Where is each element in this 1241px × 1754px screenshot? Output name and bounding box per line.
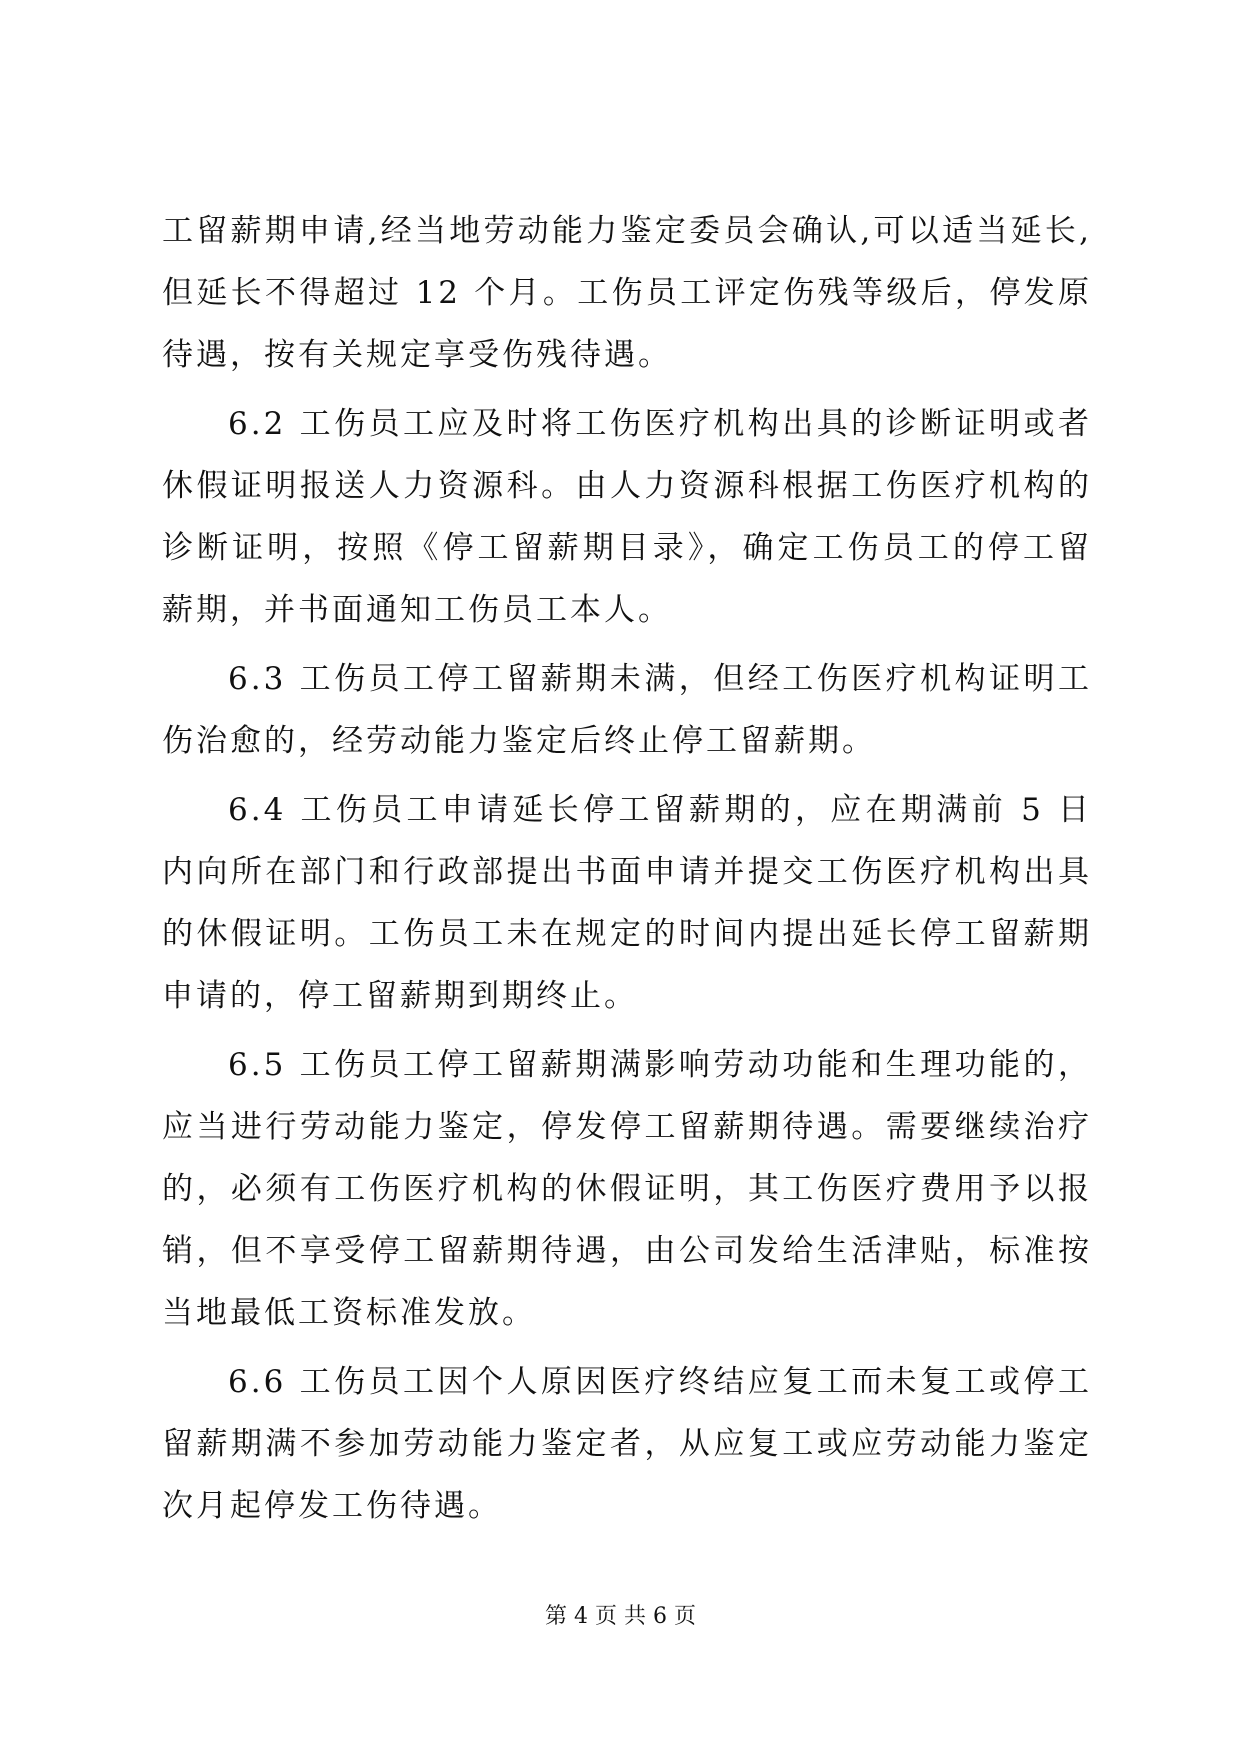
- paragraph-6-2: 6.2 工伤员工应及时将工伤医疗机构出具的诊断证明或者休假证明报送人力资源科。由人力资源科根据工伤医疗机构的诊断证明，按照《停工留薪期目录》，确定工伤员工的停工留薪期，并书面通知工伤员工本人。: [162, 406, 1092, 628]
- paragraph-continuation: 工留薪期申请,经当地劳动能力鉴定委员会确认,可以适当延长,但延长不得超过 12 个月。工伤员工评定伤残等级后，停发原待遇，按有关规定享受伤残待遇。: [162, 213, 1092, 373]
- paragraph-6-4: 6.4 工伤员工申请延长停工留薪期的，应在期满前 5 日内向所在部门和行政部提出书面申请并提交工伤医疗机构出具的休假证明。工伤员工未在规定的时间内提出延长停工留薪期申请的，停工留薪期到期终止。: [162, 792, 1092, 1014]
- page-number-footer: 第 4 页 共 6 页: [545, 1604, 696, 1629]
- document-body: [162, 200, 1092, 1544]
- paragraph-6-3: 6.3 工伤员工停工留薪期未满，但经工伤医疗机构证明工伤治愈的，经劳动能力鉴定后终止停工留薪期。: [162, 661, 1092, 759]
- paragraph-6-6: 6.6 工伤员工因个人原因医疗终结应复工而未复工或停工留薪期满不参加劳动能力鉴定者，从应复工或应劳动能力鉴定次月起停发工伤待遇。: [162, 1364, 1092, 1524]
- paragraph-6-5: 6.5 工伤员工停工留薪期满影响劳动功能和生理功能的，应当进行劳动能力鉴定，停发停工留薪期待遇。需要继续治疗的，必须有工伤医疗机构的休假证明，其工伤医疗费用予以报销，但不享受停工留薪期待遇，由公司发给生活津贴，标准按当地最低工资标准发放。: [162, 1047, 1092, 1331]
